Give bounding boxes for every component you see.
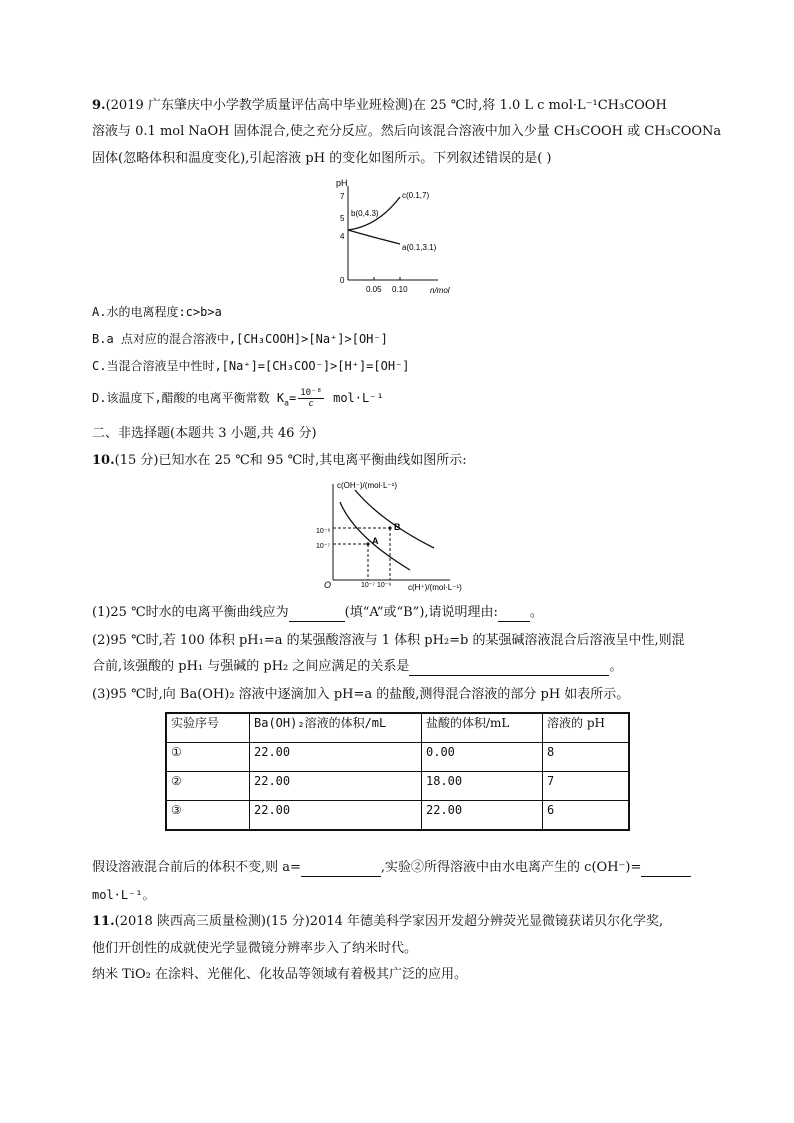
q10-x-tick: 10⁻⁶ (377, 582, 392, 589)
q9-frac-numerator: 10⁻⁸ (300, 388, 322, 398)
q10-point-a-dot (366, 542, 369, 545)
table-header-cell: 溶液的 pH (543, 713, 630, 743)
q10-answer-blank-2[interactable] (498, 607, 530, 622)
table-header-cell: Ba(OH)₂溶液的体积/mL (250, 713, 422, 743)
q10-after-line-2: mol·L⁻¹。 (92, 888, 155, 902)
q11-stem: (2018 陕西高三质量检测)(15 分)2014 年德美科学家因开发超分辨荧光显微镜获诺贝尔化学奖, (114, 914, 664, 929)
q9-option-d-fraction (298, 388, 324, 409)
table-cell: ③ (166, 801, 250, 831)
q9-option-d-sub: a (284, 398, 289, 408)
q10-part-1-text: (1)25 ℃时水的电离平衡曲线应为 (92, 605, 289, 620)
q10-part-2-line-2 (92, 658, 622, 676)
q10-origin: O (324, 580, 332, 590)
q9-curve-lower (348, 230, 400, 244)
q10-label-a: A (372, 536, 379, 546)
q9-y-tick: 0 (340, 276, 345, 285)
q9-frac-denominator: c (308, 399, 314, 409)
q10-answer-blank-1[interactable] (289, 607, 345, 622)
table-cell: 7 (543, 772, 630, 801)
q10-data-table (165, 712, 630, 831)
q9-y-tick: 4 (340, 232, 345, 241)
table-cell: 22.00 (250, 772, 422, 801)
q10-y-tick: 10⁻⁷ (316, 543, 331, 550)
table-cell: ① (166, 743, 250, 772)
table-header-row (166, 713, 629, 743)
q11-line-2: 他们开创性的成就使光学显微镜分辨率步入了纳米时代。 (92, 941, 418, 956)
q10-part-3: (3)95 ℃时,向 Ba(OH)₂ 溶液中逐滴加入 pH=a 的盐酸,测得混合溶液的部分 pH 如表所示。 (92, 687, 630, 702)
q9-point-b: b(0,4.3) (351, 209, 379, 218)
table-cell: 0.00 (422, 743, 543, 772)
q10-part-1 (92, 604, 543, 622)
q10-curve-b (355, 490, 434, 548)
table-header-cell: 实验序号 (166, 713, 250, 743)
q11-number: 11. (92, 914, 115, 929)
q10-part-1-end: 。 (529, 605, 543, 620)
q10-part-1-text-2: (填“A”或“B”),请说明理由: (344, 605, 498, 620)
q10-answer-blank-5[interactable] (641, 862, 691, 877)
q9-option-d-text: D.该温度下,醋酸的电离平衡常数 K (92, 391, 285, 405)
q9-line-1 (92, 97, 667, 115)
q9-y-tick: 7 (340, 192, 345, 201)
q9-source: (2019 广东肇庆中小学教学质量评估高中毕业班检测) (105, 98, 413, 113)
q10-after-text-2: ,实验②所得溶液中由水电离产生的 c(OH⁻)= (380, 860, 642, 875)
table-cell: 18.00 (422, 772, 543, 801)
table-row (166, 801, 629, 831)
table-row (166, 743, 629, 772)
q9-x-label: n/mol (430, 286, 450, 295)
q9-option-d-eq: = (288, 391, 297, 405)
q9-x-tick: 0.10 (392, 285, 408, 294)
q10-y-label: c(OH⁻)/(mol·L⁻¹) (337, 481, 397, 490)
q10-answer-blank-4[interactable] (301, 862, 381, 877)
table-cell: 6 (543, 801, 630, 831)
q10-after-text: 假设溶液混合前后的体积不变,则 a= (92, 860, 301, 875)
q9-option-d (92, 386, 384, 415)
q10-after-table (92, 859, 691, 877)
q10-number: 10. (92, 453, 115, 468)
table-header-cell: 盐酸的体积/mL (422, 713, 543, 743)
q9-x-tick: 0.05 (366, 285, 382, 294)
q9-y-label: pH (336, 178, 348, 188)
q9-stem-1: 在 25 ℃时,将 1.0 L c mol·L⁻¹CH₃COOH (412, 98, 667, 113)
q11-line-3: 纳米 TiO₂ 在涂料、光催化、化妆品等领域有着极其广泛的应用。 (92, 967, 467, 982)
q9-option-d-unit: mol·L⁻¹ (325, 391, 384, 405)
q11-line-1 (92, 913, 663, 931)
table-cell: 22.00 (422, 801, 543, 831)
q9-ph-graph (328, 176, 468, 298)
table-cell: 22.00 (250, 801, 422, 831)
q9-option-a: A.水的电离程度:c>b>a (92, 305, 222, 319)
section-heading: 二、非选择题(本题共 3 小题,共 46 分) (92, 426, 317, 441)
q9-option-b: B.a 点对应的混合溶液中,[CH₃COOH]>[Na⁺]>[OH⁻] (92, 332, 388, 346)
q10-point-b-dot (388, 526, 391, 529)
q9-line-2: 溶液与 0.1 mol NaOH 固体混合,使之充分反应。然后向该混合溶液中加入少量 CH₃COOH 或 CH₃COONa (92, 124, 722, 139)
q10-stem: (15 分)已知水在 25 ℃和 95 ℃时,其电离平衡曲线如图所示: (114, 453, 467, 468)
q10-part-2-line-1: (2)95 ℃时,若 100 体积 pH₁=a 的某强酸溶液与 1 体积 pH₂=b 的某强碱溶液混合后溶液呈中性,则混 (92, 633, 685, 648)
q9-point-a: a(0.1,3.1) (402, 243, 437, 252)
q9-point-c: c(0.1,7) (402, 191, 430, 200)
table-cell: 22.00 (250, 743, 422, 772)
q10-water-graph (310, 476, 490, 596)
table-cell: ② (166, 772, 250, 801)
q10-x-label: c(H⁺)/(mol·L⁻¹) (408, 583, 462, 592)
table-cell: 8 (543, 743, 630, 772)
q10-part-2-text: 合前,该强酸的 pH₁ 与强碱的 pH₂ 之间应满足的关系是 (92, 659, 410, 674)
q10-part-2-end: 。 (609, 659, 623, 674)
q10-line-1 (92, 452, 467, 470)
q10-x-tick: 10⁻⁷ (361, 582, 376, 589)
q9-option-c: C.当混合溶液呈中性时,[Na⁺]=[CH₃COO⁻]>[H⁺]=[OH⁻] (92, 359, 410, 373)
q9-y-tick: 5 (340, 214, 345, 223)
table-row (166, 772, 629, 801)
q10-answer-blank-3[interactable] (409, 661, 609, 676)
q10-label-b: B (394, 522, 401, 532)
q9-number: 9. (92, 98, 106, 113)
q9-line-3: 固体(忽略体积和温度变化),引起溶液 pH 的变化如图所示。下列叙述错误的是( ) (92, 151, 552, 166)
q10-y-tick: 10⁻⁶ (316, 528, 331, 535)
